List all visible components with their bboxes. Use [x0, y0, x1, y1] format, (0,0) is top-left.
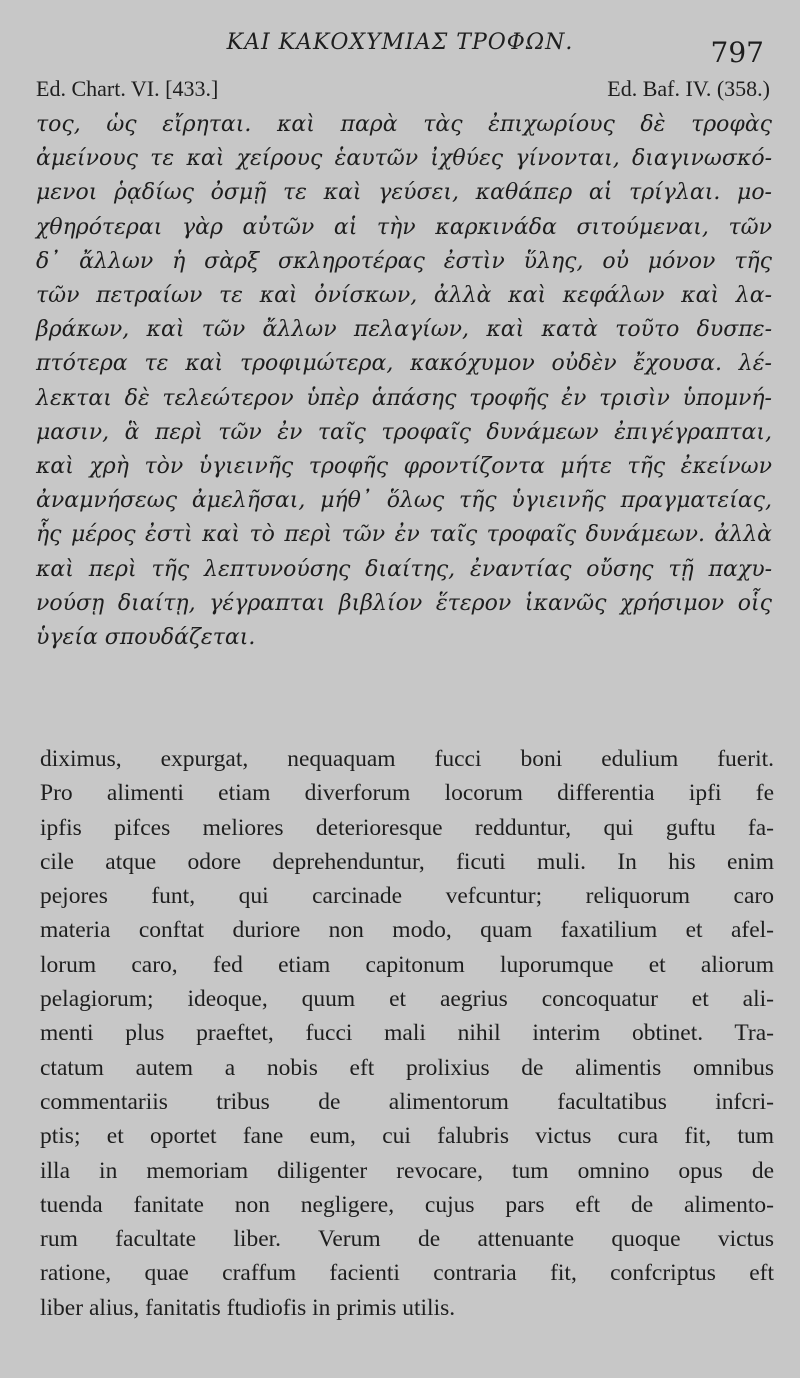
- greek-line: μασιν, ἃ περὶ τῶν ἐν ταῖς τροφαῖς δυνάμεων ἐπιγέγραπται,: [36, 419, 772, 445]
- running-title: ΚΑΙ ΚΑΚΟΧΥΜΙΑΣ ΤΡΟΦΩΝ.: [226, 30, 574, 55]
- latin-line: pelagiorum; ideoque, quum et aegrius concoquatur et ali-: [40, 986, 774, 1013]
- page-number: 797: [710, 36, 764, 69]
- greek-line: νούσῃ διαίτῃ, γέγραπται βιβλίον ἕτερον ἱκανῶς χρήσιμον οἷς: [36, 590, 772, 616]
- greek-line: τῶν πετραίων τε καὶ ὀνίσκων, ἀλλὰ καὶ κεφάλων καὶ λα-: [36, 283, 772, 309]
- greek-line: τος, ὡς εἴρηται. καὶ παρὰ τὰς ἐπιχωρίους δὲ τροφὰς: [36, 112, 772, 137]
- latin-line: diximus, expurgat, nequaquam fucci boni edulium fuerit.: [40, 746, 774, 772]
- greek-line: πτότερα τε καὶ τροφιμώτερα, κακόχυμον οὐδὲν ἔχουσα. λέ-: [36, 351, 772, 377]
- greek-line: χθηρότεραι γὰρ αὐτῶν αἱ τὴν καρκινάδα σιτούμεναι, τῶν: [36, 214, 772, 240]
- latin-line: cile atque odore deprehenduntur, ficuti muli. In his enim: [40, 848, 774, 875]
- latin-line: commentariis tribus de alimentorum facultatibus infcri-: [40, 1088, 774, 1115]
- edition-chartier-ref: Ed. Chart. VI. [433.]: [36, 76, 219, 101]
- latin-line: menti plus praeftet, fucci mali nihil interim obtinet. Tra-: [40, 1020, 774, 1047]
- greek-line: λεκται δὲ τελεώτερον ὑπὲρ ἁπάσης τροφῆς ἐν τρισὶν ὑπομνή-: [36, 385, 772, 411]
- latin-line: ipfis pifces meliores deterioresque redduntur, qui guftu fa-: [40, 814, 774, 841]
- latin-text-block: [40, 742, 774, 1325]
- greek-line: ἀναμνήσεως ἀμελῆσαι, μήθ᾽ ὅλως τῆς ὑγιεινῆς πραγματείας,: [36, 488, 772, 514]
- edition-basel-ref: Ed. Baf. IV. (358.): [607, 76, 770, 101]
- latin-line: rum facultate liber. Verum de attenuante quoque victus: [40, 1226, 774, 1253]
- greek-line: ὑγεία σπουδάζεται.: [36, 625, 256, 651]
- greek-line: καὶ χρὴ τὸν ὑγιεινῆς τροφῆς φροντίζοντα μήτε τῆς ἐκείνων: [36, 454, 772, 480]
- latin-line: ptis; et oportet fane eum, cui falubris victus cura fit, tum: [40, 1123, 774, 1150]
- latin-line: ctatum autem a nobis eft prolixius de alimentis omnibus: [40, 1054, 774, 1081]
- greek-line: βράκων, καὶ τῶν ἄλλων πελαγίων, καὶ κατὰ τοῦτο δυσπε-: [36, 317, 772, 343]
- latin-line: illa in memoriam diligenter revocare, tum omnino opus de: [40, 1157, 774, 1184]
- latin-line: pejores funt, qui carcinade vefcuntur; reliquorum caro: [40, 883, 774, 910]
- edition-references: [36, 76, 770, 102]
- latin-line: lorum caro, fed etiam capitonum luporumque et aliorum: [40, 951, 774, 978]
- greek-line: ἧς μέρος ἐστὶ καὶ τὸ περὶ τῶν ἐν ταῖς τροφαῖς δυνάμεων. ἀλλὰ: [36, 522, 772, 548]
- greek-text-block: [36, 108, 772, 655]
- latin-line: Pro alimenti etiam diverforum locorum differentia ipfi fe: [40, 780, 774, 807]
- greek-line: καὶ περὶ τῆς λεπτυνούσης διαίτης, ἐναντίας οὔσης τῇ παχυ-: [36, 556, 772, 582]
- greek-line: ἀμείνους τε καὶ χείρους ἑαυτῶν ἰχθύες γίνονται, διαγινωσκό-: [36, 146, 772, 172]
- latin-line: liber alius, fanitatis ftudiofis in primis utilis.: [40, 1294, 456, 1321]
- greek-line: μενοι ῥᾳδίως ὀσμῇ τε καὶ γεύσει, καθάπερ αἱ τρίγλαι. μο-: [36, 180, 772, 206]
- greek-line: δ᾽ ἄλλων ἡ σὰρξ σκληροτέρας ἐστὶν ὕλης, οὐ μόνον τῆς: [36, 248, 772, 274]
- latin-line: materia conftat duriore non modo, quam faxatilium et afel-: [40, 917, 774, 944]
- latin-line: tuenda fanitate non negligere, cujus pars eft de alimento-: [40, 1191, 774, 1218]
- latin-line: ratione, quae craffum facienti contraria fit, confcriptus eft: [40, 1260, 774, 1287]
